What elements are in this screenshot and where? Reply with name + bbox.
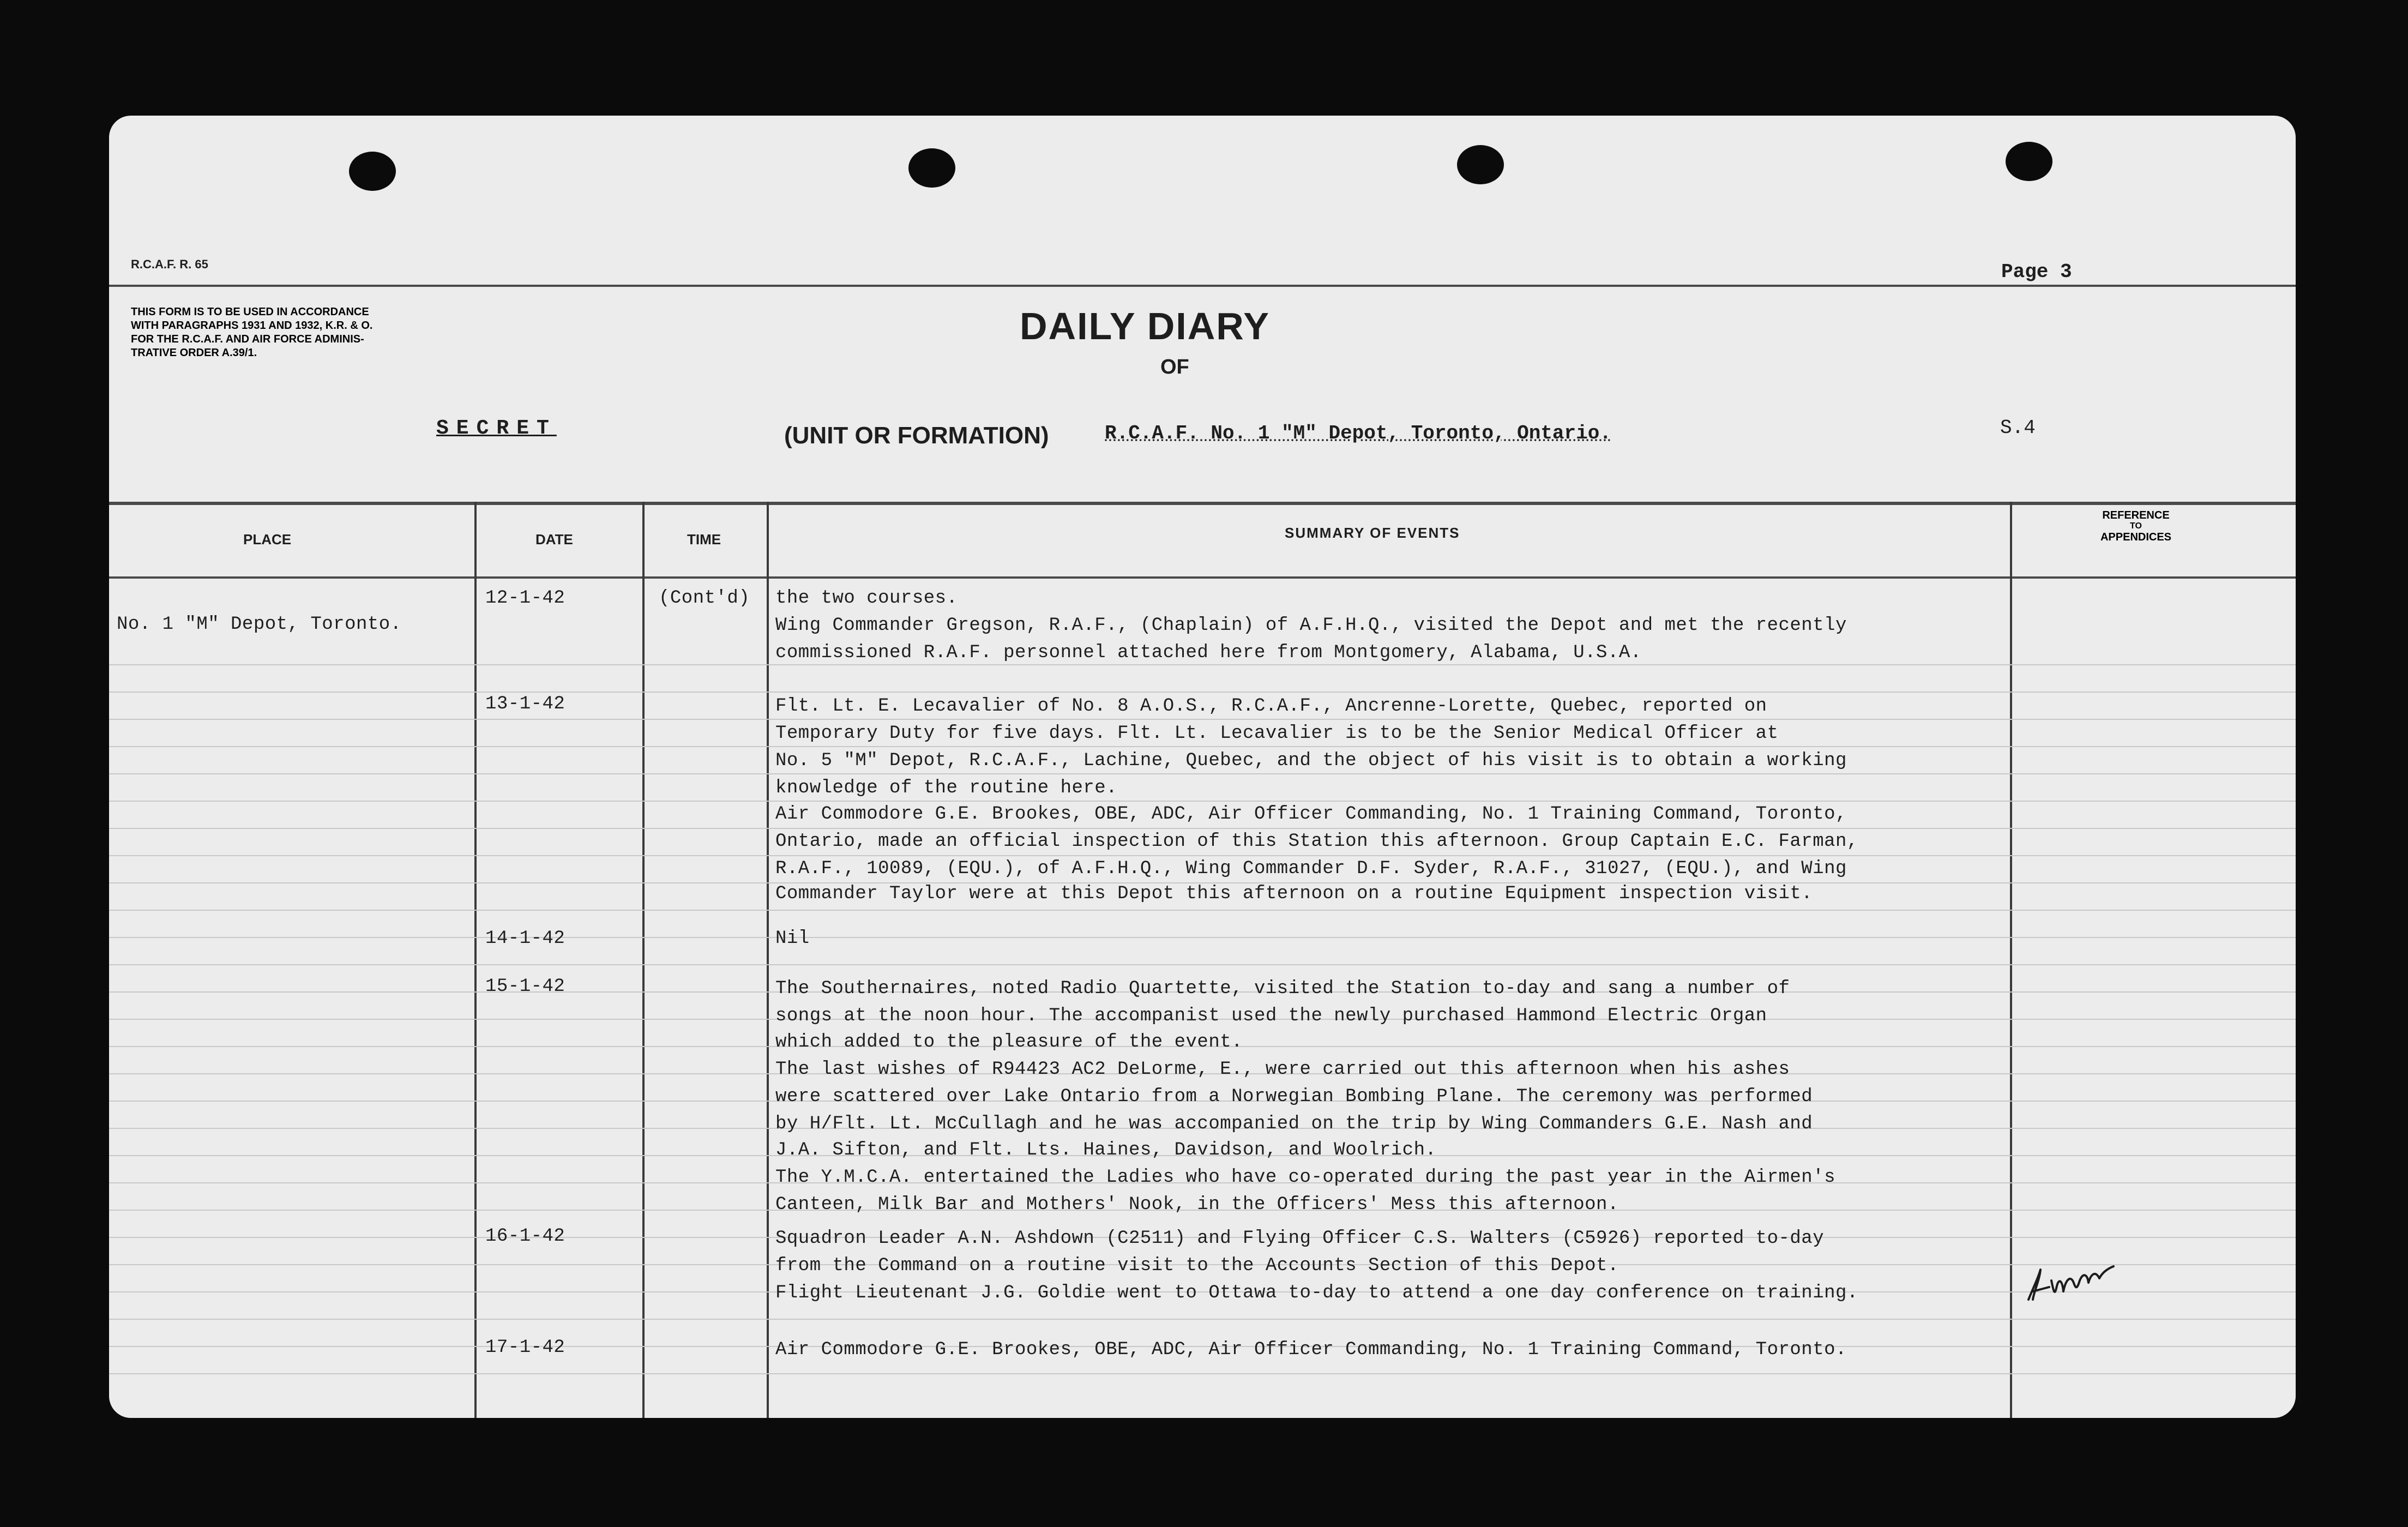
column-header-date: DATE [535, 531, 573, 548]
summary-line: Commander Taylor were at this Depot this afternoon on a routine Equipment inspection visit. [775, 883, 1813, 904]
notice-line: TRATIVE ORDER A.39/1. [131, 347, 257, 359]
summary-line: the two courses. [775, 588, 958, 609]
column-header-place: PLACE [243, 531, 292, 548]
date-entry: 13-1-42 [485, 694, 565, 714]
summary-line: No. 5 "M" Depot, R.C.A.F., Lachine, Quebec, and the object of his visit is to obtain a working [775, 750, 1847, 771]
summary-line: Temporary Duty for five days. Flt. Lt. Lecavalier is to be the Senior Medical Officer at [775, 723, 1779, 744]
notice-line: WITH PARAGRAPHS 1931 AND 1932, K.R. & O. [131, 320, 373, 332]
summary-line: knowledge of the routine here. [775, 778, 1118, 798]
reference-header-line: TO [2130, 521, 2142, 531]
date-entry: 12-1-42 [485, 588, 565, 609]
summary-line: J.A. Sifton, and Flt. Lts. Haines, Davidson, and Woolrich. [775, 1140, 1437, 1161]
summary-line: R.A.F., 10089, (EQU.), of A.F.H.Q., Wing Commander D.F. Syder, R.A.F., 31027, (EQU.), and Wing [775, 858, 1847, 879]
column-header-time: TIME [687, 531, 721, 548]
header-top-rule [109, 285, 2296, 287]
summary-line: which added to the pleasure of the event. [775, 1032, 1243, 1053]
table-top-rule [109, 502, 2296, 505]
column-header-reference [2013, 509, 2259, 543]
date-entry: 16-1-42 [485, 1226, 565, 1247]
unit-value: R.C.A.F. No. 1 "M" Depot, Toronto, Ontario. [1105, 422, 1611, 444]
summary-line: Flt. Lt. E. Lecavalier of No. 8 A.O.S., R.C.A.F., Ancrenne-Lorette, Quebec, reported on [775, 696, 1767, 717]
summary-line: The last wishes of R94423 AC2 DeLorme, E., were carried out this afternoon when his ashes [775, 1059, 1790, 1080]
title-of: OF [1160, 356, 1189, 378]
summary-line: Air Commodore G.E. Brookes, OBE, ADC, Air Officer Commanding, No. 1 Training Command, Toronto. [775, 1339, 1847, 1360]
summary-line: Flight Lieutenant J.G. Goldie went to Ottawa to-day to attend a one day conference on training. [775, 1283, 1858, 1303]
date-entry: 14-1-42 [485, 928, 565, 949]
column-header-rule [109, 576, 2296, 579]
summary-line: from the Command on a routine visit to the Accounts Section of this Depot. [775, 1255, 1619, 1276]
reference-header-line: APPENDICES [2100, 531, 2172, 543]
serial-number: S.4 [2000, 417, 2036, 439]
binder-hole [1457, 145, 1504, 184]
binder-hole [908, 148, 955, 188]
summary-line: were scattered over Lake Ontario from a Norwegian Bombing Plane. The ceremony was performed [775, 1086, 1813, 1107]
column-divider [474, 502, 477, 1418]
summary-line: commissioned R.A.F. personnel attached here from Montgomery, Alabama, U.S.A. [775, 642, 1642, 663]
date-entry: 15-1-42 [485, 976, 565, 997]
summary-line: songs at the noon hour. The accompanist used the newly purchased Hammond Electric Organ [775, 1006, 1767, 1026]
classification: SECRET [436, 417, 557, 440]
notice-line: FOR THE R.C.A.F. AND AIR FORCE ADMINIS- [131, 333, 364, 345]
unit-label: (UNIT OR FORMATION) [784, 422, 1049, 449]
summary-line: Canteen, Milk Bar and Mothers' Nook, in the Officers' Mess this afternoon. [775, 1194, 1619, 1215]
summary-line: Wing Commander Gregson, R.A.F., (Chaplain) of A.F.H.Q., visited the Depot and met the recently [775, 615, 1847, 636]
summary-line: Air Commodore G.E. Brookes, OBE, ADC, Air Officer Commanding, No. 1 Training Command, Toronto, [775, 804, 1847, 825]
summary-line: The Southernaires, noted Radio Quartette, visited the Station to-day and sang a number of [775, 978, 1790, 999]
summary-line: Ontario, made an official inspection of this Station this afternoon. Group Captain E.C. Farman, [775, 831, 1858, 852]
form-number: R.C.A.F. R. 65 [131, 257, 208, 271]
diary-form-card [109, 116, 2296, 1418]
summary-line: by H/Flt. Lt. McCullagh and he was accompanied on the trip by Wing Commanders G.E. Nash and [775, 1114, 1813, 1134]
summary-line: Nil [775, 928, 810, 949]
column-divider [642, 502, 645, 1418]
time-entry: (Cont'd) [659, 588, 750, 609]
column-header-summary: SUMMARY OF EVENTS [1285, 525, 1460, 541]
summary-line: Squadron Leader A.N. Ashdown (C2511) and Flying Officer C.S. Walters (C5926) reported to-day [775, 1228, 1825, 1249]
column-divider [2010, 502, 2012, 1418]
column-divider [767, 502, 769, 1418]
notice-line: THIS FORM IS TO BE USED IN ACCORDANCE [131, 306, 369, 318]
handwritten-initials [2023, 1248, 2165, 1313]
page-title: DAILY DIARY [1020, 305, 1270, 347]
place-entry: No. 1 "M" Depot, Toronto. [117, 614, 402, 635]
summary-line: The Y.M.C.A. entertained the Ladies who have co-operated during the past year in the Airmen's [775, 1167, 1836, 1188]
binder-hole [2006, 142, 2052, 181]
form-notice [131, 305, 372, 360]
page-label: Page 3 [2001, 261, 2072, 283]
binder-hole [349, 152, 396, 191]
date-entry: 17-1-42 [485, 1337, 565, 1358]
reference-header-line: REFERENCE [2102, 509, 2170, 521]
